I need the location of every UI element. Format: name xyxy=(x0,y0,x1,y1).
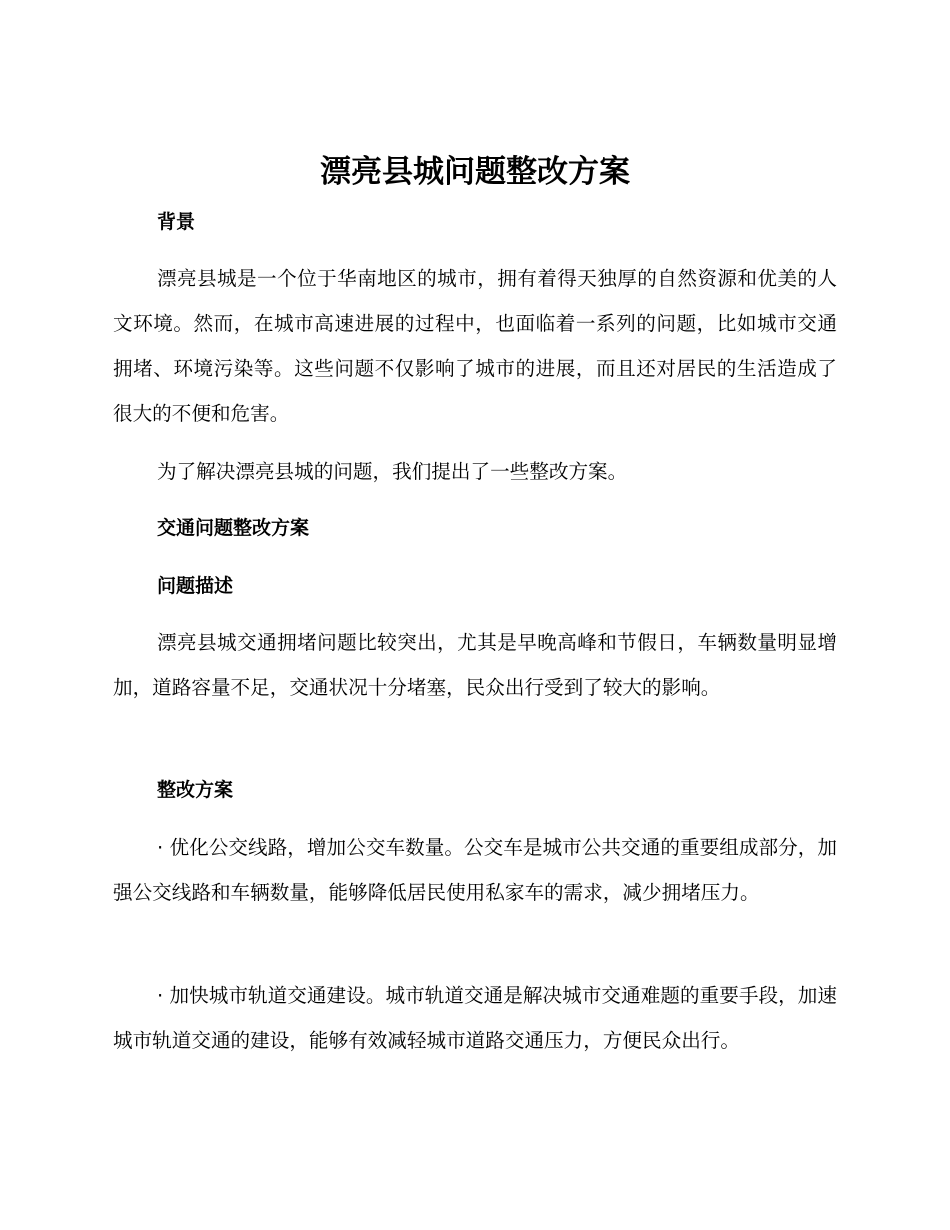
paragraph-background-1: 漂亮县城是一个位于华南地区的城市，拥有着得天独厚的自然资源和优美的人文环境。然而，在城市高速进展的过程中，也面临着一系列的问题，比如城市交通拥堵、环境污染等。这些问题不仅影响了城市的进展，而且还对居民的生活造成了很大的不便和危害。 xyxy=(113,267,837,425)
paragraph-problem: 漂亮县城交通拥堵问题比较突出，尤其是早晚高峰和节假日，车辆数量明显增加，道路容量不足，交通状况十分堵塞，民众出行受到了较大的影响。 xyxy=(113,631,837,699)
document-title: 漂亮县城问题整改方案 xyxy=(320,154,630,190)
heading-background: 背景 xyxy=(157,211,196,233)
plan-item-bus: · 优化公交线路，增加公交车数量。公交车是城市公共交通的重要组成部分，加强公交线路和车辆数量，能够降低居民使用私家车的需求，减少拥堵压力。 xyxy=(113,836,837,904)
plan-item-rail: · 加快城市轨道交通建设。城市轨道交通是解决城市交通难题的重要手段，加速城市轨道交通的建设，能够有效减轻城市道路交通压力，方便民众出行。 xyxy=(113,984,837,1052)
heading-rectification-plan: 整改方案 xyxy=(157,779,234,801)
paragraph-background-2: 为了解决漂亮县城的问题，我们提出了一些整改方案。 xyxy=(157,460,628,483)
heading-traffic-plan: 交通问题整改方案 xyxy=(157,517,310,539)
heading-problem-description: 问题描述 xyxy=(157,575,234,597)
